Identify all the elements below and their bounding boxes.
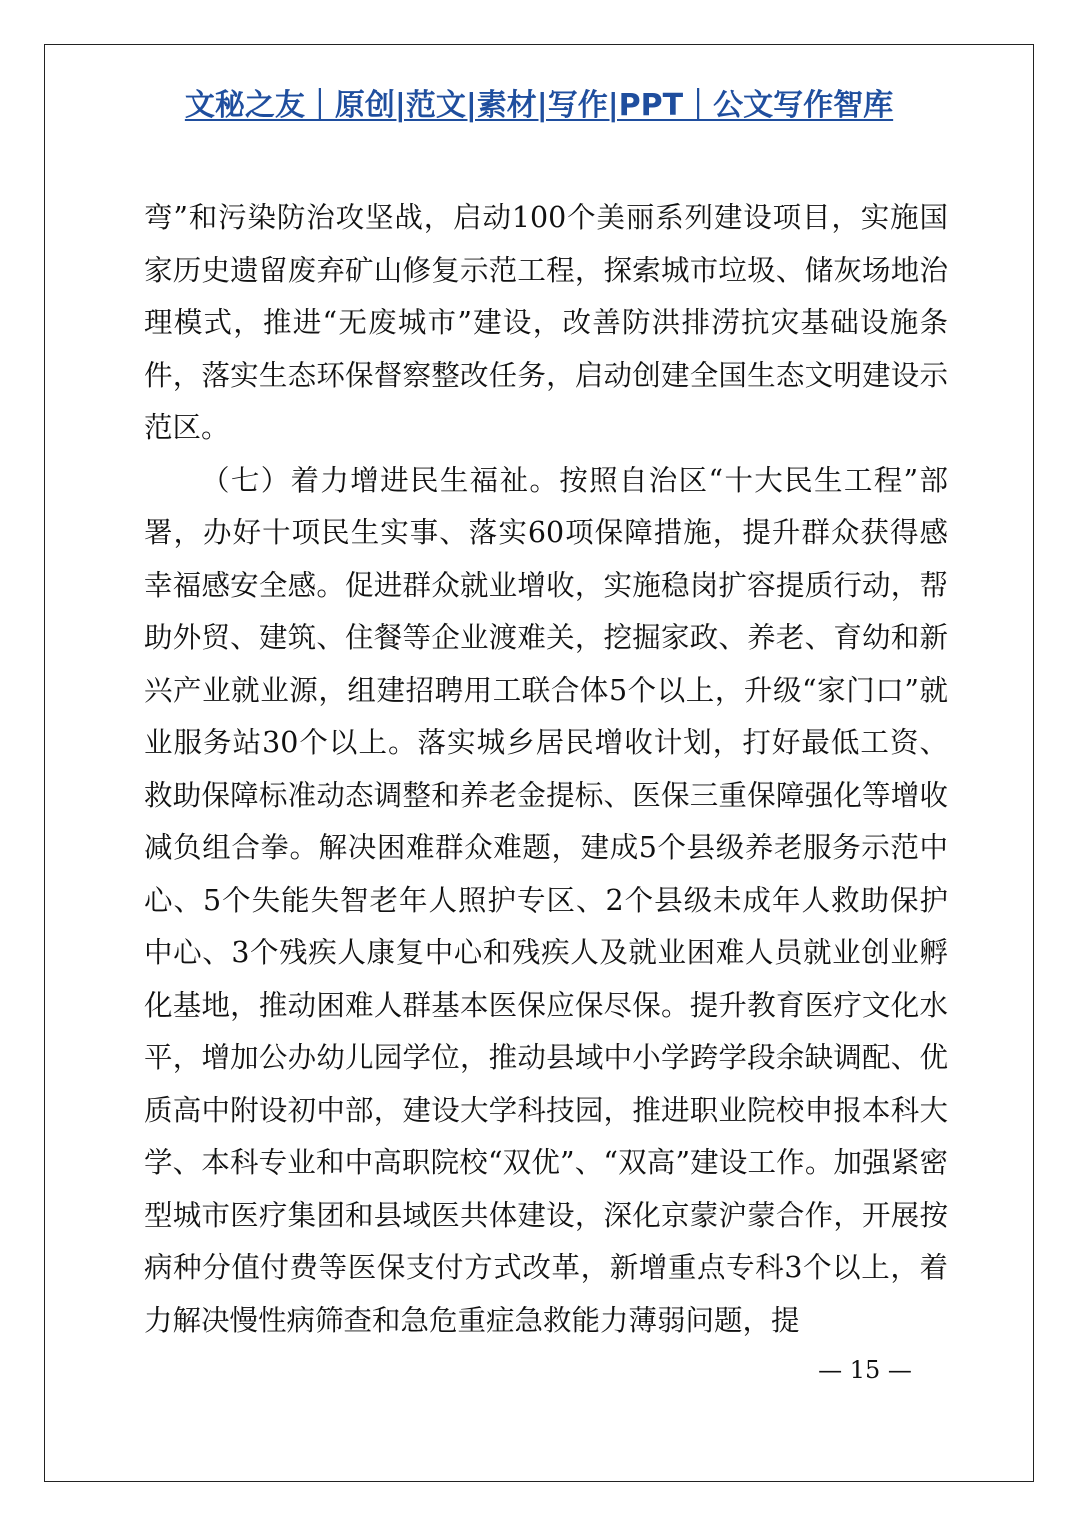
document-body (144, 192, 948, 1347)
paragraph-continuation: 弯”和污染防治攻坚战，启动100个美丽系列建设项目，实施国家历史遗留废弃矿山修复示范工程，探索城市垃圾、储灰场地治理模式，推进“无废城市”建设，改善防洪排涝抗灾基础设施条件，落实生态环保督察整改任务，启动创建全国生态文明建设示范区。 (144, 201, 948, 444)
paragraph-section-seven: （七）着力增进民生福祉。按照自治区“十大民生工程”部署，办好十项民生实事、落实60项保障措施，提升群众获得感幸福感安全感。促进群众就业增收，实施稳岗扩容提质行动，帮助外贸、建筑、住餐等企业渡难关，挖掘家政、养老、育幼和新兴产业就业源，组建招聘用工联合体5个以上，升级“家门口”就业服务站30个以上。落实城乡居民增收计划，打好最低工资、救助保障标准动态调整和养老金提标、医保三重保障强化等增收减负组合拳。解决困难群众难题，建成5个县级养老服务示范中心、5个失能失智老年人照护专区、2个县级未成年人救助保护中心、3个残疾人康复中心和残疾人及就业困难人员就业创业孵化基地，推动困难人群基本医保应保尽保。提升教育医疗文化水平，增加公办幼儿园学位，推动县域中小学跨学段余缺调配、优质高中附设初中部，建设大学科技园，推进职业院校申报本科大学、本科专业和中高职院校“双优”、“双高”建设工作。加强紧密型城市医疗集团和县域医共体建设，深化京蒙沪蒙合作，开展按病种分值付费等医保支付方式改革，新增重点专科3个以上，着力解决慢性病筛查和急危重症急救能力薄弱问题，提 (144, 463, 948, 1337)
page-header-title: 文秘之友｜原创|范文|素材|写作|PPT｜公文写作智库 (184, 88, 894, 123)
page-number: — 15 — (818, 1356, 912, 1384)
